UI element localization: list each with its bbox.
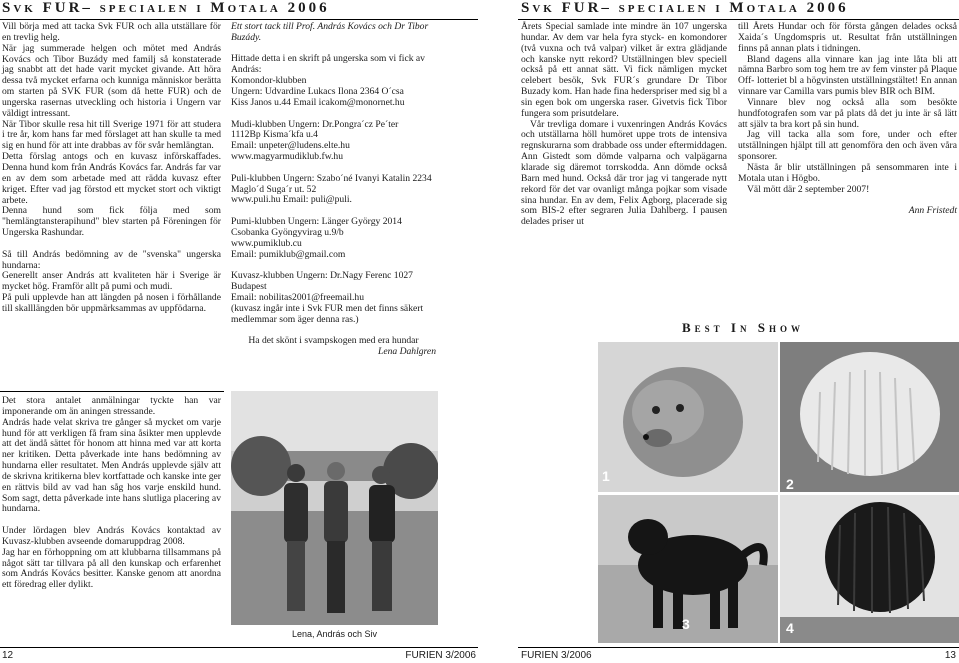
- right-header-rule: [518, 19, 959, 20]
- paragraph: Jag vill tacka alla som fore, under och efter utställningen hjälpt till att genomföra den och även våra sponsorer.: [738, 129, 957, 163]
- paragraph: Kuvasz-klubben Ungern: Dr.Nagy Ferenc 1027 Budapest: [231, 270, 413, 293]
- left-col1-top: [2, 22, 221, 388]
- left-header-rule: [0, 19, 478, 20]
- right-page-number: 13: [944, 650, 956, 661]
- photo-number: 2: [786, 476, 794, 492]
- paragraph: till Årets Hundar och för första gången delades också Xaida´s Ungdomspris ut. Resultat från utställningen finns på annan plats i tidningen.: [738, 21, 957, 54]
- dog-photo-1: [598, 342, 778, 492]
- paragraph: András hade velat skriva tre gånger så mycket om varje hund för att verkligen få fram sina åsikter men upplevde att det ändå sättet för honom att hinna med var att korta ner kritiken. Detta påverkade inte hans bedömning av hundarna eller resultatet. Men András upplevde själv att de skrivna kritikerna blev kortfattade och kanske inte ger en rättvis bild av vad han såg hos varje enskild hund. Som sagt, detta påverkade inte hans slutliga placering av hundarna.: [2, 416, 221, 515]
- author-signature: Lena Dahlgren: [377, 346, 436, 358]
- paragraph: Jag har en förhoppning om att klubbarna tillsammans på något sätt tar tillvara på all den kunskap och erfarenhet som András Kovács besitter. Kanske genom att anordna ett föredrag eller dylikt.: [2, 546, 221, 591]
- photo-caption: Lena, András och Siv: [291, 629, 378, 639]
- paragraph: När jag summerade helgen och mötet med András Kovács och Tibor Buzády med familj så konstaterade jag snabbt att det hade varit mycket givande. Att höra dessa två mycket erfarna och kunniga människor berätta om starten på SVK FUR (som då hette FUR) och de ungerska rasernas utveckling och historia i Ungern var väldigt intressant.: [2, 42, 221, 119]
- right-col4: [738, 22, 957, 292]
- paragraph: På puli upplevde han att längden på nosen i förhållande till skalllängden bör uppmärksammas av uppfödarna.: [2, 292, 221, 314]
- left-col1-bottom: [2, 396, 221, 644]
- paragraph: Email: nobilitas2001@freemail.hu: [231, 291, 364, 303]
- paragraph: Väl mött där 2 september 2007!: [747, 183, 870, 195]
- paragraph: Pumi-klubben Ungern: Länger György 2014 Csobanka Gyöngyvirag u.9/b: [231, 216, 402, 238]
- left-footer-magazine: FURIEN 3/2006: [405, 650, 476, 661]
- author-signature: Ann Fristedt: [908, 205, 957, 217]
- paragraph: www.magyarmudiklub.fw.hu: [231, 151, 343, 163]
- col1-divider: [0, 391, 224, 392]
- paragraph: www.pumiklub.cu: [231, 237, 302, 249]
- corded-white-dog-illustration: [780, 342, 959, 492]
- paragraph: www.puli.hu Email: puli@puli.: [231, 194, 352, 206]
- paragraph: Mudi-klubben Ungern: Dr.Pongra´cz Pe´ter: [231, 118, 399, 130]
- sign-off-text: Ha det skönt i svampskogen med era hundar: [248, 335, 419, 347]
- paragraph: Puli-klubben Ungern: Szabo´né Ivanyi Katalin 2234 Maglo´d Suga´r ut. 52: [231, 172, 432, 195]
- paragraph: Generellt anser András att kvaliteten här i Sverige är mycket hög. Framför allt på pumi och mudi.: [2, 270, 221, 293]
- photo-number: 4: [786, 620, 794, 636]
- right-page-header: Svk FUR– specialen i Motala 2006: [521, 0, 849, 16]
- paragraph: (kuvasz ingår inte i Svk FUR men det finns säkert medlemmar som äger denna ras.): [231, 302, 424, 325]
- paragraph: Det stora antalet anmälningar tyckte han var imponerande om än aningen stressande.: [2, 395, 221, 417]
- group-photo-illustration: [231, 391, 438, 625]
- paragraph: Kiss Janos u.44 Email icakom@monornet.hu: [231, 96, 405, 108]
- dog-photo-4: [780, 495, 959, 643]
- right-footer-magazine: FURIEN 3/2006: [521, 650, 592, 661]
- right-col3: [521, 22, 727, 312]
- curly-dog-illustration: [598, 342, 778, 492]
- paragraph: Vill börja med att tacka Svk FUR och alla utställare för en trevlig helg.: [2, 21, 221, 43]
- paragraph: Vinnare blev nog också alla som besökte hundfotografen som var på plats då det ju inte är så lätt att själv ta bra kort på sin hund.: [738, 96, 957, 130]
- black-corded-dog-illustration: [780, 495, 959, 643]
- left-page-number: 12: [2, 650, 14, 661]
- paragraph: Hittade detta i en skrift på ungerska som vi fick av András:: [231, 53, 425, 76]
- paragraph: Nästa år blir utställningen på sensommaren inte i Motala utan i Högbo.: [738, 161, 957, 184]
- paragraph: 1112Bp Kisma´kfa u.4: [231, 129, 318, 141]
- paragraph: Email: pumiklub@gmail.com: [231, 248, 346, 260]
- paragraph: Komondor-klubben: [231, 75, 307, 87]
- paragraph: Detta förslag antogs och en kuvasz införskaffades. Denna hund kom från András Kovács far. András far var en av dem som arbetade med att rädda kuvasz efter kriget. Efter vad jag förstod ett mycket stort och viktigt arbete.: [2, 151, 221, 206]
- photo-number: 3: [682, 616, 690, 632]
- right-footer-rule: [518, 647, 959, 648]
- paragraph: Under lördagen blev András Kovács kontaktad av Kuvasz-klubben avseende domaruppdrag 2008.: [2, 525, 221, 547]
- group-photo: [231, 391, 438, 625]
- photo-number: 1: [602, 468, 610, 484]
- paragraph: Ett stort tack till Prof. András Kovács och Dr Tibor Buzády.: [231, 21, 429, 43]
- paragraph: Denna hund som fick följa med som "hemlängtansterapihund" blev starten på Föreningen för Ungerska Rashundar.: [2, 205, 221, 239]
- paragraph: Ungern: Udvardine Lukacs Ilona 2364 O´csa: [231, 86, 404, 98]
- paragraph: När Tibor skulle resa hit till Sverige 1971 för att studera i tre år, kom hans far med förslaget att han skulle ta med sig en hund för att inte drabbas av för svår hemlängtan.: [2, 118, 221, 152]
- left-page-header: Svk FUR– specialen i Motala 2006: [2, 0, 330, 16]
- left-footer-rule: [0, 647, 478, 648]
- paragraph: Email: unpeter@ludens.elte.hu: [231, 140, 350, 152]
- paragraph: Vår trevliga domare i vuxenringen András Kovács och utställarna höll humöret uppe trots de intensiva regnskurarna som drabbade oss under eftermiddagen. Ann Gistedt som dömde valparna och valpägarna klarade sig däremot torrskodda. Ann dömde också Barn med hund. Också där tror jag vi tangerade nytt rekord för det var ovanligt många pojkar som visade sina hundar. En av dem, Felix Agborg, placerade sig som BIS-2 efter segraren Julia Dahlberg. I pausen delades priser ut: [521, 118, 727, 228]
- paragraph: Årets Special samlade inte mindre än 107 ungerska hundar. Av dem var hela fyra styck- en komondorer (två vuxna och två valpar) vilket är extra glädjande och kanske nytt rekord? Utställningen blev speciell också på ett annat sätt. Vi fick nämligen mycket celebert besök, Svk FUR´s grundare Dr Tibor Buzady kom. Han hade fina hedersprisеr med sig bl a sin egen bok om ungerska raser. Givetvis fick Tibor fungera som prisutdelare.: [521, 21, 727, 119]
- left-col2: [231, 22, 436, 372]
- dog-photo-2: [780, 342, 959, 492]
- best-in-show-heading: Best In Show: [682, 320, 804, 335]
- paragraph: Bland dagens alla vinnare kan jag inte låta bli att nämna Barbro som tog hem tre av fem vinster på Plaque Off- lotteriet bl a högvinsten utställningstältet! En annan vinnare var Camilla vars pumis blev BIR och BIM.: [738, 53, 957, 98]
- paragraph: Så till András bedömning av de "svenska" ungerska hundarna:: [2, 248, 221, 271]
